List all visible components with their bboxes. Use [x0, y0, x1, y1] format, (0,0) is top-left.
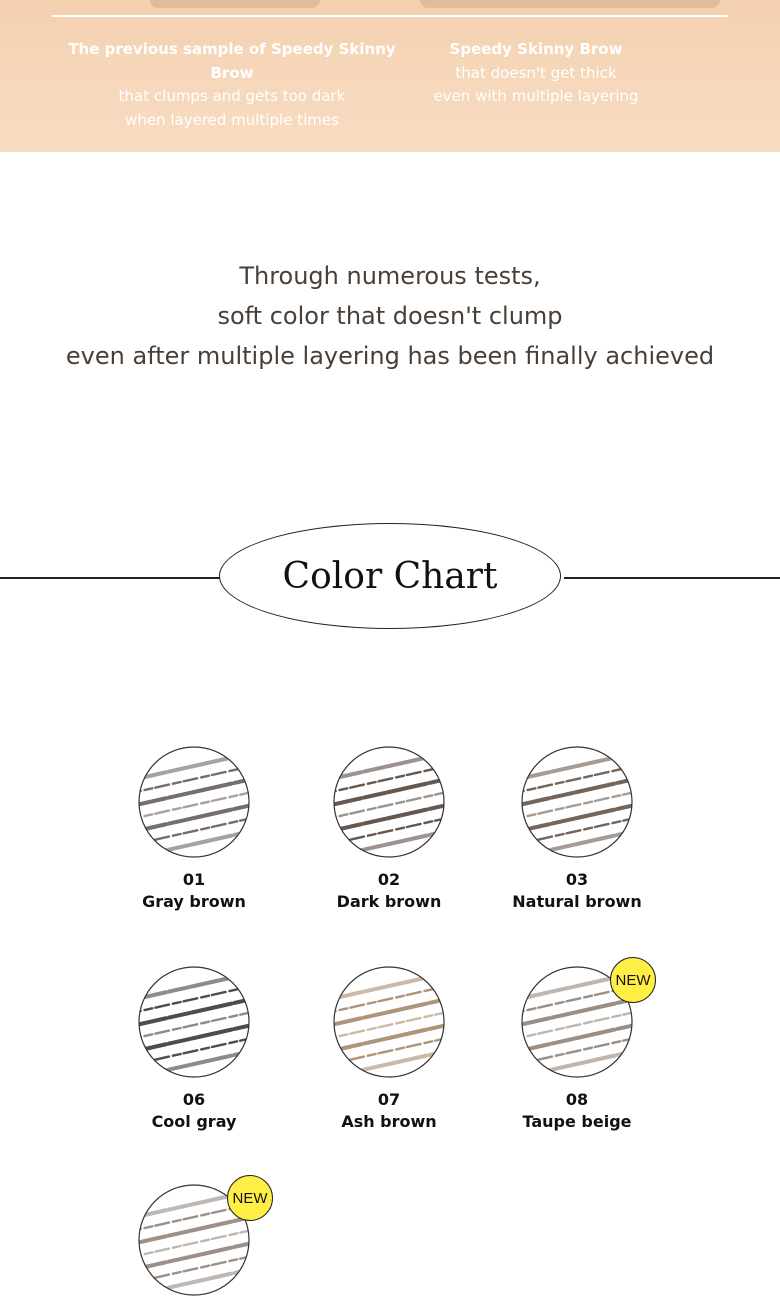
comparison-right-line2: even with multiple layering — [433, 87, 639, 105]
comparison-right-title: Speedy Skinny Brow — [449, 40, 623, 58]
swatch-name: Taupe beige — [522, 1112, 632, 1131]
swatch-name: Natural brown — [512, 892, 642, 911]
swatch-circle-icon — [520, 745, 634, 859]
comparison-left — [62, 38, 402, 132]
comparison-left-line2: when layered multiple times — [125, 110, 339, 129]
swatch-number: 02 — [377, 870, 401, 889]
swatch-number: 06 — [182, 1090, 206, 1109]
comparison-left-title: The previous sample of Speedy Skinny Brow — [68, 40, 396, 82]
swatch-photo-shadow — [420, 0, 720, 8]
swatch-circle-icon — [332, 745, 446, 859]
swatch-name: Ash brown — [341, 1112, 437, 1131]
color-swatch — [477, 965, 677, 1133]
swatch-circle-icon — [137, 965, 251, 1079]
comparison-right-line1: that doesn't get thick — [455, 63, 617, 82]
color-swatch — [477, 745, 677, 913]
headline-line2: soft color that doesn't clump — [217, 302, 563, 330]
color-swatch — [289, 965, 489, 1133]
swatch-number: 03 — [565, 870, 589, 889]
divider-left — [0, 577, 220, 579]
comparison-right — [366, 38, 706, 109]
swatch-number: 07 — [377, 1090, 401, 1109]
divider-right — [564, 577, 780, 579]
swatch-number: 08 — [565, 1090, 589, 1109]
swatch-circle-icon — [332, 965, 446, 1079]
color-swatch — [94, 965, 294, 1133]
color-swatch — [94, 745, 294, 913]
swatch-number: 01 — [182, 870, 206, 889]
new-badge: NEW — [610, 957, 656, 1003]
swatch-photo-shadow — [150, 0, 320, 8]
color-swatch — [289, 745, 489, 913]
swatch-circle-icon — [137, 745, 251, 859]
swatch-name: Gray brown — [142, 892, 246, 911]
color-chart-title-oval — [219, 523, 561, 629]
swatch-name: Dark brown — [336, 892, 442, 911]
headline-line1: Through numerous tests, — [239, 262, 541, 290]
comparison-banner — [0, 0, 780, 152]
color-chart-title: Color Chart — [282, 555, 498, 597]
comparison-left-line1: that clumps and gets too dark — [118, 87, 346, 105]
swatch-name: Cool gray — [151, 1112, 237, 1131]
headline-line3: even after multiple layering has been finally achieved — [65, 342, 715, 370]
banner-divider — [52, 15, 728, 17]
new-badge: NEW — [227, 1175, 273, 1221]
headline — [0, 256, 780, 376]
